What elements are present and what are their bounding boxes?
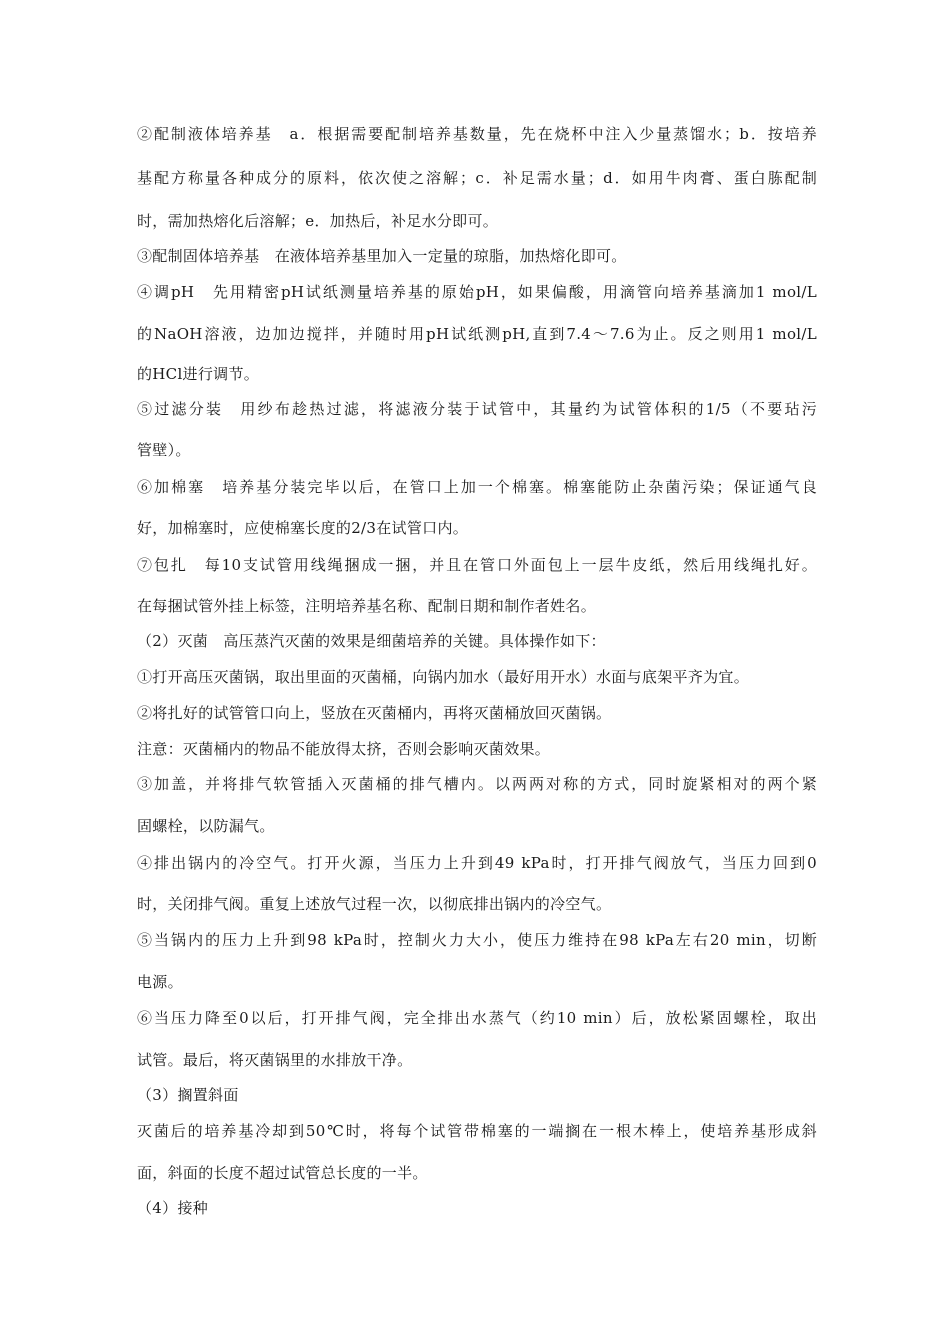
text-line: 时，需加热熔化后溶解；e．加热后，补足水分即可。 xyxy=(137,212,499,230)
text-line: ⑥当压力降至0以后，打开排气阀，完全排出水蒸气（约10 min）后，放松紧固螺栓，取出 xyxy=(137,1009,817,1027)
text-line: 面，斜面的长度不超过试管总长度的一半。 xyxy=(137,1164,428,1182)
text-line: 的NaOH溶液，边加边搅拌，并随时用pH试纸测pH,直到7.4～7.6为止。反之则用1 mol/L xyxy=(137,325,817,343)
text-line: 基配方称量各种成分的原料，依次使之溶解；c．补足需水量；d．如用牛肉膏、蛋白胨配制 xyxy=(137,169,817,187)
text-line: ④排出锅内的冷空气。打开火源，当压力上升到49 kPa时，打开排气阀放气，当压力回到0 xyxy=(137,854,817,872)
text-line: 时，关闭排气阀。重复上述放气过程一次，以彻底排出锅内的冷空气。 xyxy=(137,895,612,913)
text-line: 好，加棉塞时，应使棉塞长度的2/3在试管口内。 xyxy=(137,519,469,537)
text-line: ②将扎好的试管管口向上，竖放在灭菌桶内，再将灭菌桶放回灭菌锅。 xyxy=(137,704,612,722)
text-line: 管壁）。 xyxy=(137,441,191,459)
text-line: ⑦包扎 每10支试管用线绳捆成一捆，并且在管口外面包上一层牛皮纸，然后用线绳扎好。 xyxy=(137,556,817,574)
text-line: 固螺栓，以防漏气。 xyxy=(137,817,275,835)
text-line: （2）灭菌 高压蒸汽灭菌的效果是细菌培养的关键。具体操作如下： xyxy=(137,632,606,650)
text-line: ⑥加棉塞 培养基分装完毕以后，在管口上加一个棉塞。棉塞能防止杂菌污染；保证通气良 xyxy=(137,478,817,496)
text-line: ⑤过滤分装 用纱布趁热过滤，将滤液分装于试管中，其量约为试管体积的1/5（不要玷污 xyxy=(137,400,817,418)
text-line: 的HCl进行调节。 xyxy=(137,365,260,383)
text-line: （3）搁置斜面 xyxy=(137,1086,239,1104)
text-line: 注意：灭菌桶内的物品不能放得太挤，否则会影响灭菌效果。 xyxy=(137,740,551,758)
text-line: 试管。最后，将灭菌锅里的水排放干净。 xyxy=(137,1051,413,1069)
text-line: ⑤当锅内的压力上升到98 kPa时，控制火力大小，使压力维持在98 kPa左右20 min，切断 xyxy=(137,931,817,949)
text-line: 在每捆试管外挂上标签，注明培养基名称、配制日期和制作者姓名。 xyxy=(137,597,597,615)
text-line: ①打开高压灭菌锅，取出里面的灭菌桶，向锅内加水（最好用开水）水面与底架平齐为宜。 xyxy=(137,668,750,686)
text-line: ③加盖，并将排气软管插入灭菌桶的排气槽内。以两两对称的方式，同时旋紧相对的两个紧 xyxy=(137,775,817,793)
text-line: ④调pH 先用精密pH试纸测量培养基的原始pH，如果偏酸，用滴管向培养基滴加1 mol/L xyxy=(137,283,817,301)
text-line: 电源。 xyxy=(137,973,183,991)
text-line: ②配制液体培养基 a．根据需要配制培养基数量，先在烧杯中注入少量蒸馏水；b．按培养 xyxy=(137,125,817,143)
text-line: （4）接种 xyxy=(137,1199,209,1217)
text-line: ③配制固体培养基 在液体培养基里加入一定量的琼脂，加热熔化即可。 xyxy=(137,247,627,265)
text-line: 灭菌后的培养基冷却到50℃时，将每个试管带棉塞的一端搁在一根木棒上，使培养基形成斜 xyxy=(137,1122,817,1140)
